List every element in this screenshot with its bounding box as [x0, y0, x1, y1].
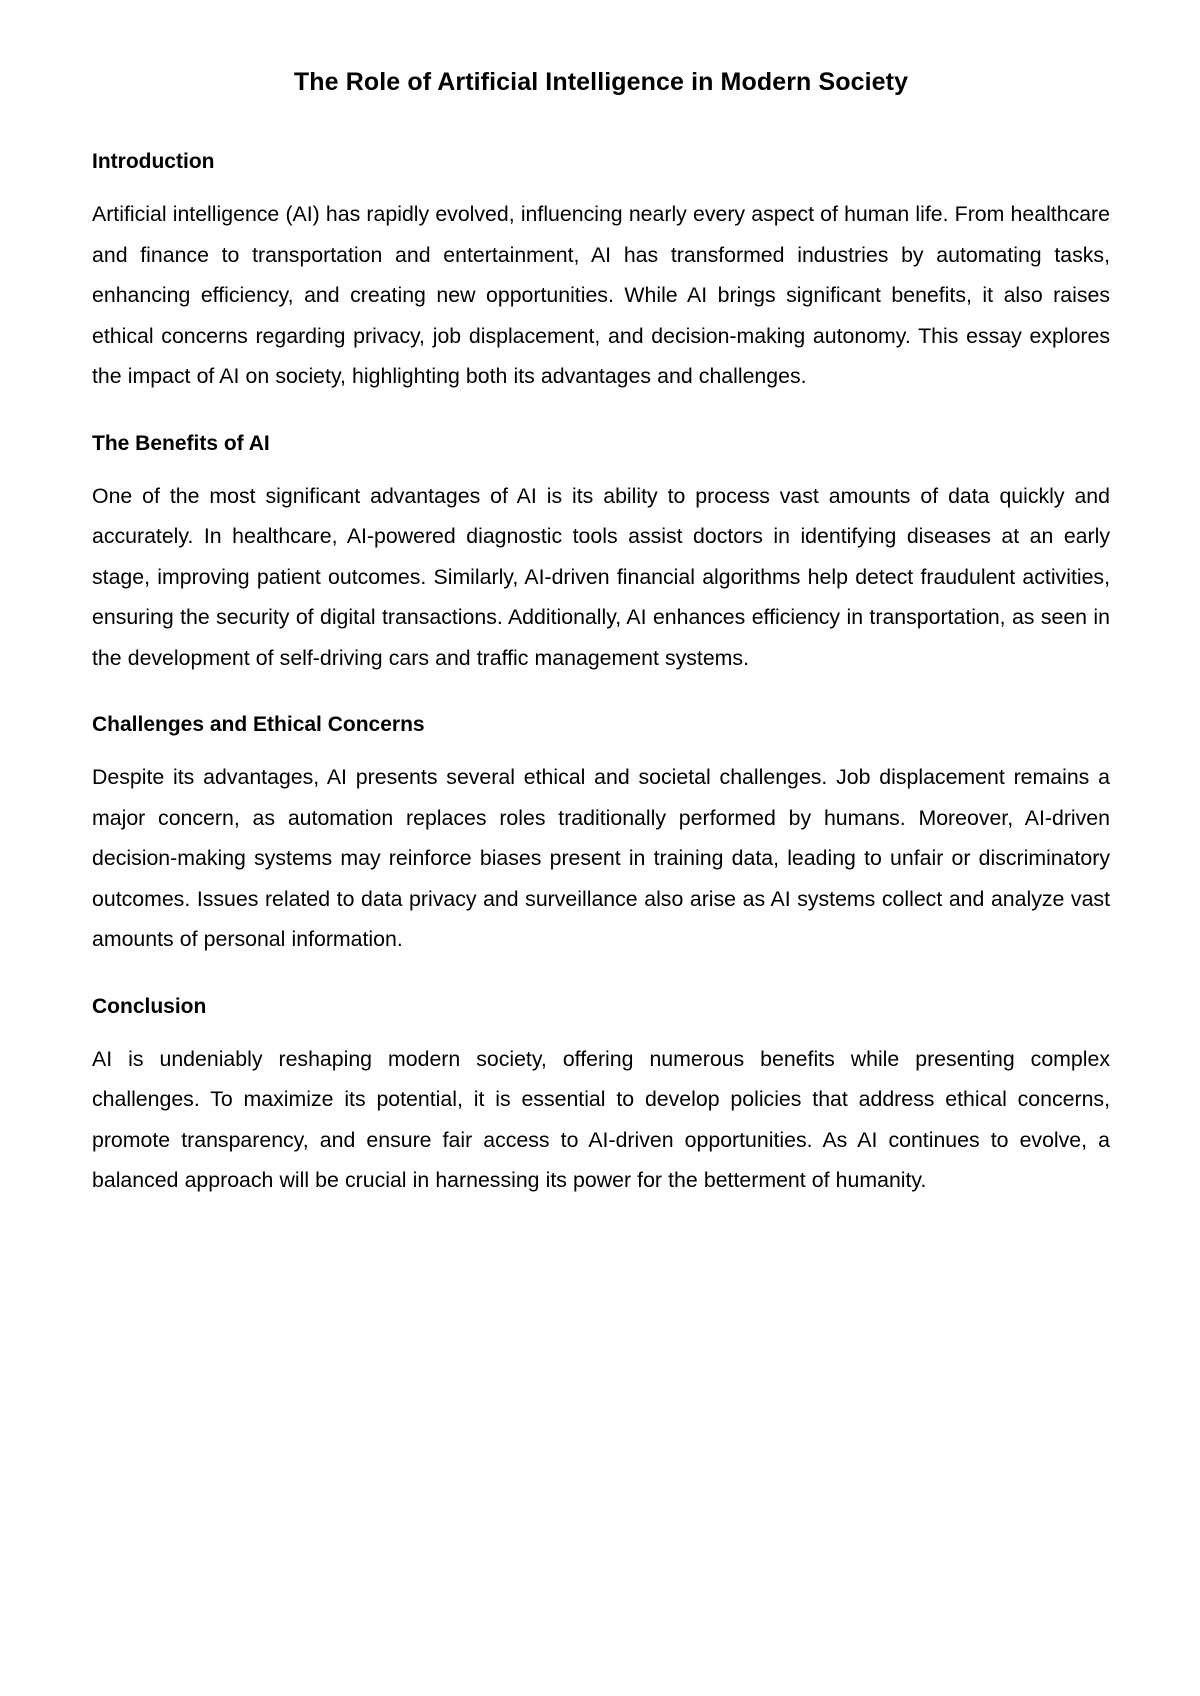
- section-heading: The Benefits of AI: [92, 431, 270, 455]
- section-benefits: [92, 430, 1110, 679]
- section-heading: Introduction: [92, 150, 215, 173]
- section-heading: Conclusion: [92, 994, 207, 1018]
- section-conclusion: [92, 993, 1110, 1201]
- document-title: The Role of Artificial Intelligence in Modern Society: [293, 68, 909, 96]
- section-heading: Challenges and Ethical Concerns: [92, 713, 425, 736]
- section-challenges: [92, 711, 1110, 960]
- section-paragraph: One of the most significant advantages of AI is its ability to process vast amounts of data quickly and accurately. In healthcare, AI-powered diagnostic tools assist doctors in identifying diseases at an early stage, improving patient outcomes. Similarly, AI-driven financial algorithms help detect fraudulent activities, ensuring the security of digital transactions. Additionally, AI enhances efficiency in transportation, as seen in the development of self-driving cars and traffic management systems.: [92, 483, 1110, 670]
- section-paragraph: AI is undeniably reshaping modern society, offering numerous benefits while presenting complex challenges. To maximize its potential, it is essential to develop policies that address ethical concerns, promote transparency, and ensure fair access to AI-driven opportunities. As AI continues to evolve, a balanced approach will be crucial in harnessing its power for the betterment of humanity.: [92, 1046, 1110, 1192]
- section-introduction: [92, 148, 1110, 397]
- section-paragraph: Artificial intelligence (AI) has rapidly evolved, influencing nearly every aspect of human life. From healthcare and finance to transportation and entertainment, AI has transformed industries by automating tasks, enhancing efficiency, and creating new opportunities. While AI brings significant benefits, it also raises ethical concerns regarding privacy, job displacement, and decision-making autonomy. This essay explores the impact of AI on society, highlighting both its advantages and challenges.: [92, 202, 1110, 388]
- section-paragraph: Despite its advantages, AI presents several ethical and societal challenges. Job displacement remains a major concern, as automation replaces roles traditionally performed by humans. Moreover, AI-driven decision-making systems may reinforce biases present in training data, leading to unfair or discriminatory outcomes. Issues related to data privacy and surveillance also arise as AI systems collect and analyze vast amounts of personal information.: [92, 765, 1110, 951]
